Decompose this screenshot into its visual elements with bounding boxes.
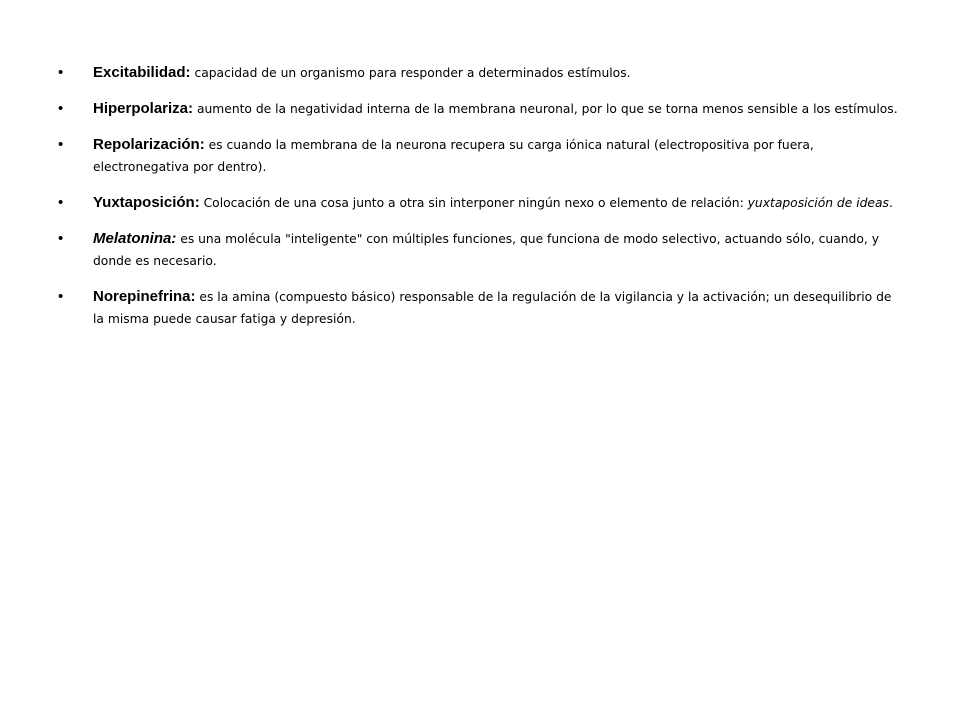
term-hiperpolariza: Hiperpolariza: [93,100,194,117]
list-item [58,62,900,84]
list-item [58,192,900,214]
definition-list [58,62,900,344]
bullet-icon: • [58,194,64,211]
bullet-icon: • [58,100,64,117]
bullet-icon: • [58,136,64,153]
definition-text: es una molécula "inteligente" con múltiples funciones, que funciona de modo selectivo, actuando sólo, cuando, y donde es necesario. [93,232,879,268]
term-yuxtaposicion: Yuxtaposición: [93,194,200,211]
definition-text: capacidad de un organismo para responder a determinados estímulos. [190,66,631,80]
term-norepinefrina: Norepinefrina: [93,288,196,305]
definition-text: aumento de la negatividad interna de la membrana neuronal, por lo que se torna menos sensible a los estímulos. [193,102,898,116]
list-item [58,134,900,178]
bullet-icon: • [58,288,64,305]
term-repolarizacion: Repolarización: [93,136,205,153]
definition-example: yuxtaposición de ideas [747,196,889,210]
definition-text: es cuando la membrana de la neurona recupera su carga iónica natural (electropositiva por fuera, electronegativa por dentro). [93,138,814,174]
definition-text: Colocación de una cosa junto a otra sin interponer ningún nexo o elemento de relación: [199,196,748,210]
list-item [58,286,900,330]
definition-end: . [888,196,893,210]
term-melatonina: Melatonina: [93,230,177,247]
bullet-icon: • [58,64,64,81]
definition-text: es la amina (compuesto básico) responsable de la regulación de la vigilancia y la activación; un desequilibrio de la misma puede causar fatiga y depresión. [93,290,892,326]
list-item [58,98,900,120]
term-excitabilidad: Excitabilidad: [93,64,191,81]
bullet-icon: • [58,230,64,247]
list-item [58,228,900,272]
